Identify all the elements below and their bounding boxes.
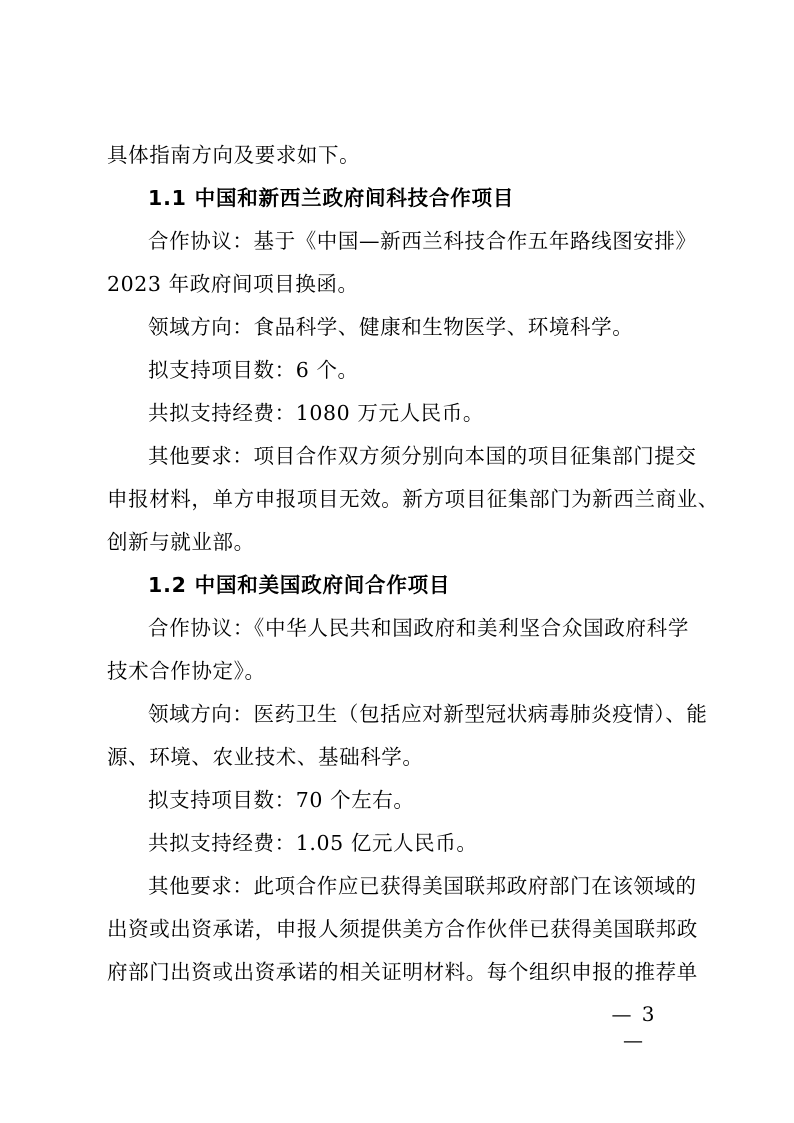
paragraph-line: 出资或出资承诺，申报人须提供美方合作伙伴已获得美国联邦政 [107, 917, 698, 941]
paragraph-line: 拟支持项目数：6 个。 [148, 358, 359, 382]
paragraph-line: 领域方向：食品科学、健康和生物医学、环境科学。 [148, 315, 634, 339]
paragraph-line: 共拟支持经费：1.05 亿元人民币。 [148, 831, 478, 855]
paragraph-line: 其他要求：项目合作双方须分别向本国的项目征集部门提交 [148, 444, 697, 468]
paragraph-line: 共拟支持经费：1080 万元人民币。 [148, 401, 484, 425]
page-number: — 3 — [611, 1002, 657, 1052]
paragraph-line: 技术合作协定》。 [107, 659, 266, 683]
paragraph-line: 合作协议：基于《中国—新西兰科技合作五年路线图安排》 [148, 229, 697, 253]
paragraph-line: 拟支持项目数：70 个左右。 [148, 788, 415, 812]
paragraph-line: 合作协议：《中华人民共和国政府和美利坚合众国政府科学 [148, 616, 689, 640]
paragraph-line: 源、环境、农业技术、基础科学。 [107, 745, 424, 769]
section-heading-1-2: 1.2 中国和美国政府间合作项目 [148, 573, 451, 597]
paragraph-line: 申报材料，单方申报项目无效。新方项目征集部门为新西兰商业、 [107, 487, 719, 511]
paragraph-line: 府部门出资或出资承诺的相关证明材料。每个组织申报的推荐单 [107, 960, 698, 984]
paragraph-line: 具体指南方向及要求如下。 [107, 143, 361, 167]
paragraph-line: 领域方向：医药卫生（包括应对新型冠状病毒肺炎疫情）、能 [148, 702, 708, 726]
paragraph-line: 其他要求：此项合作应已获得美国联邦政府部门在该领域的 [148, 874, 697, 898]
paragraph-line: 创新与就业部。 [107, 530, 255, 554]
paragraph-line: 2023 年政府间项目换函。 [107, 272, 359, 296]
section-heading-1-1: 1.1 中国和新西兰政府间科技合作项目 [148, 186, 515, 210]
